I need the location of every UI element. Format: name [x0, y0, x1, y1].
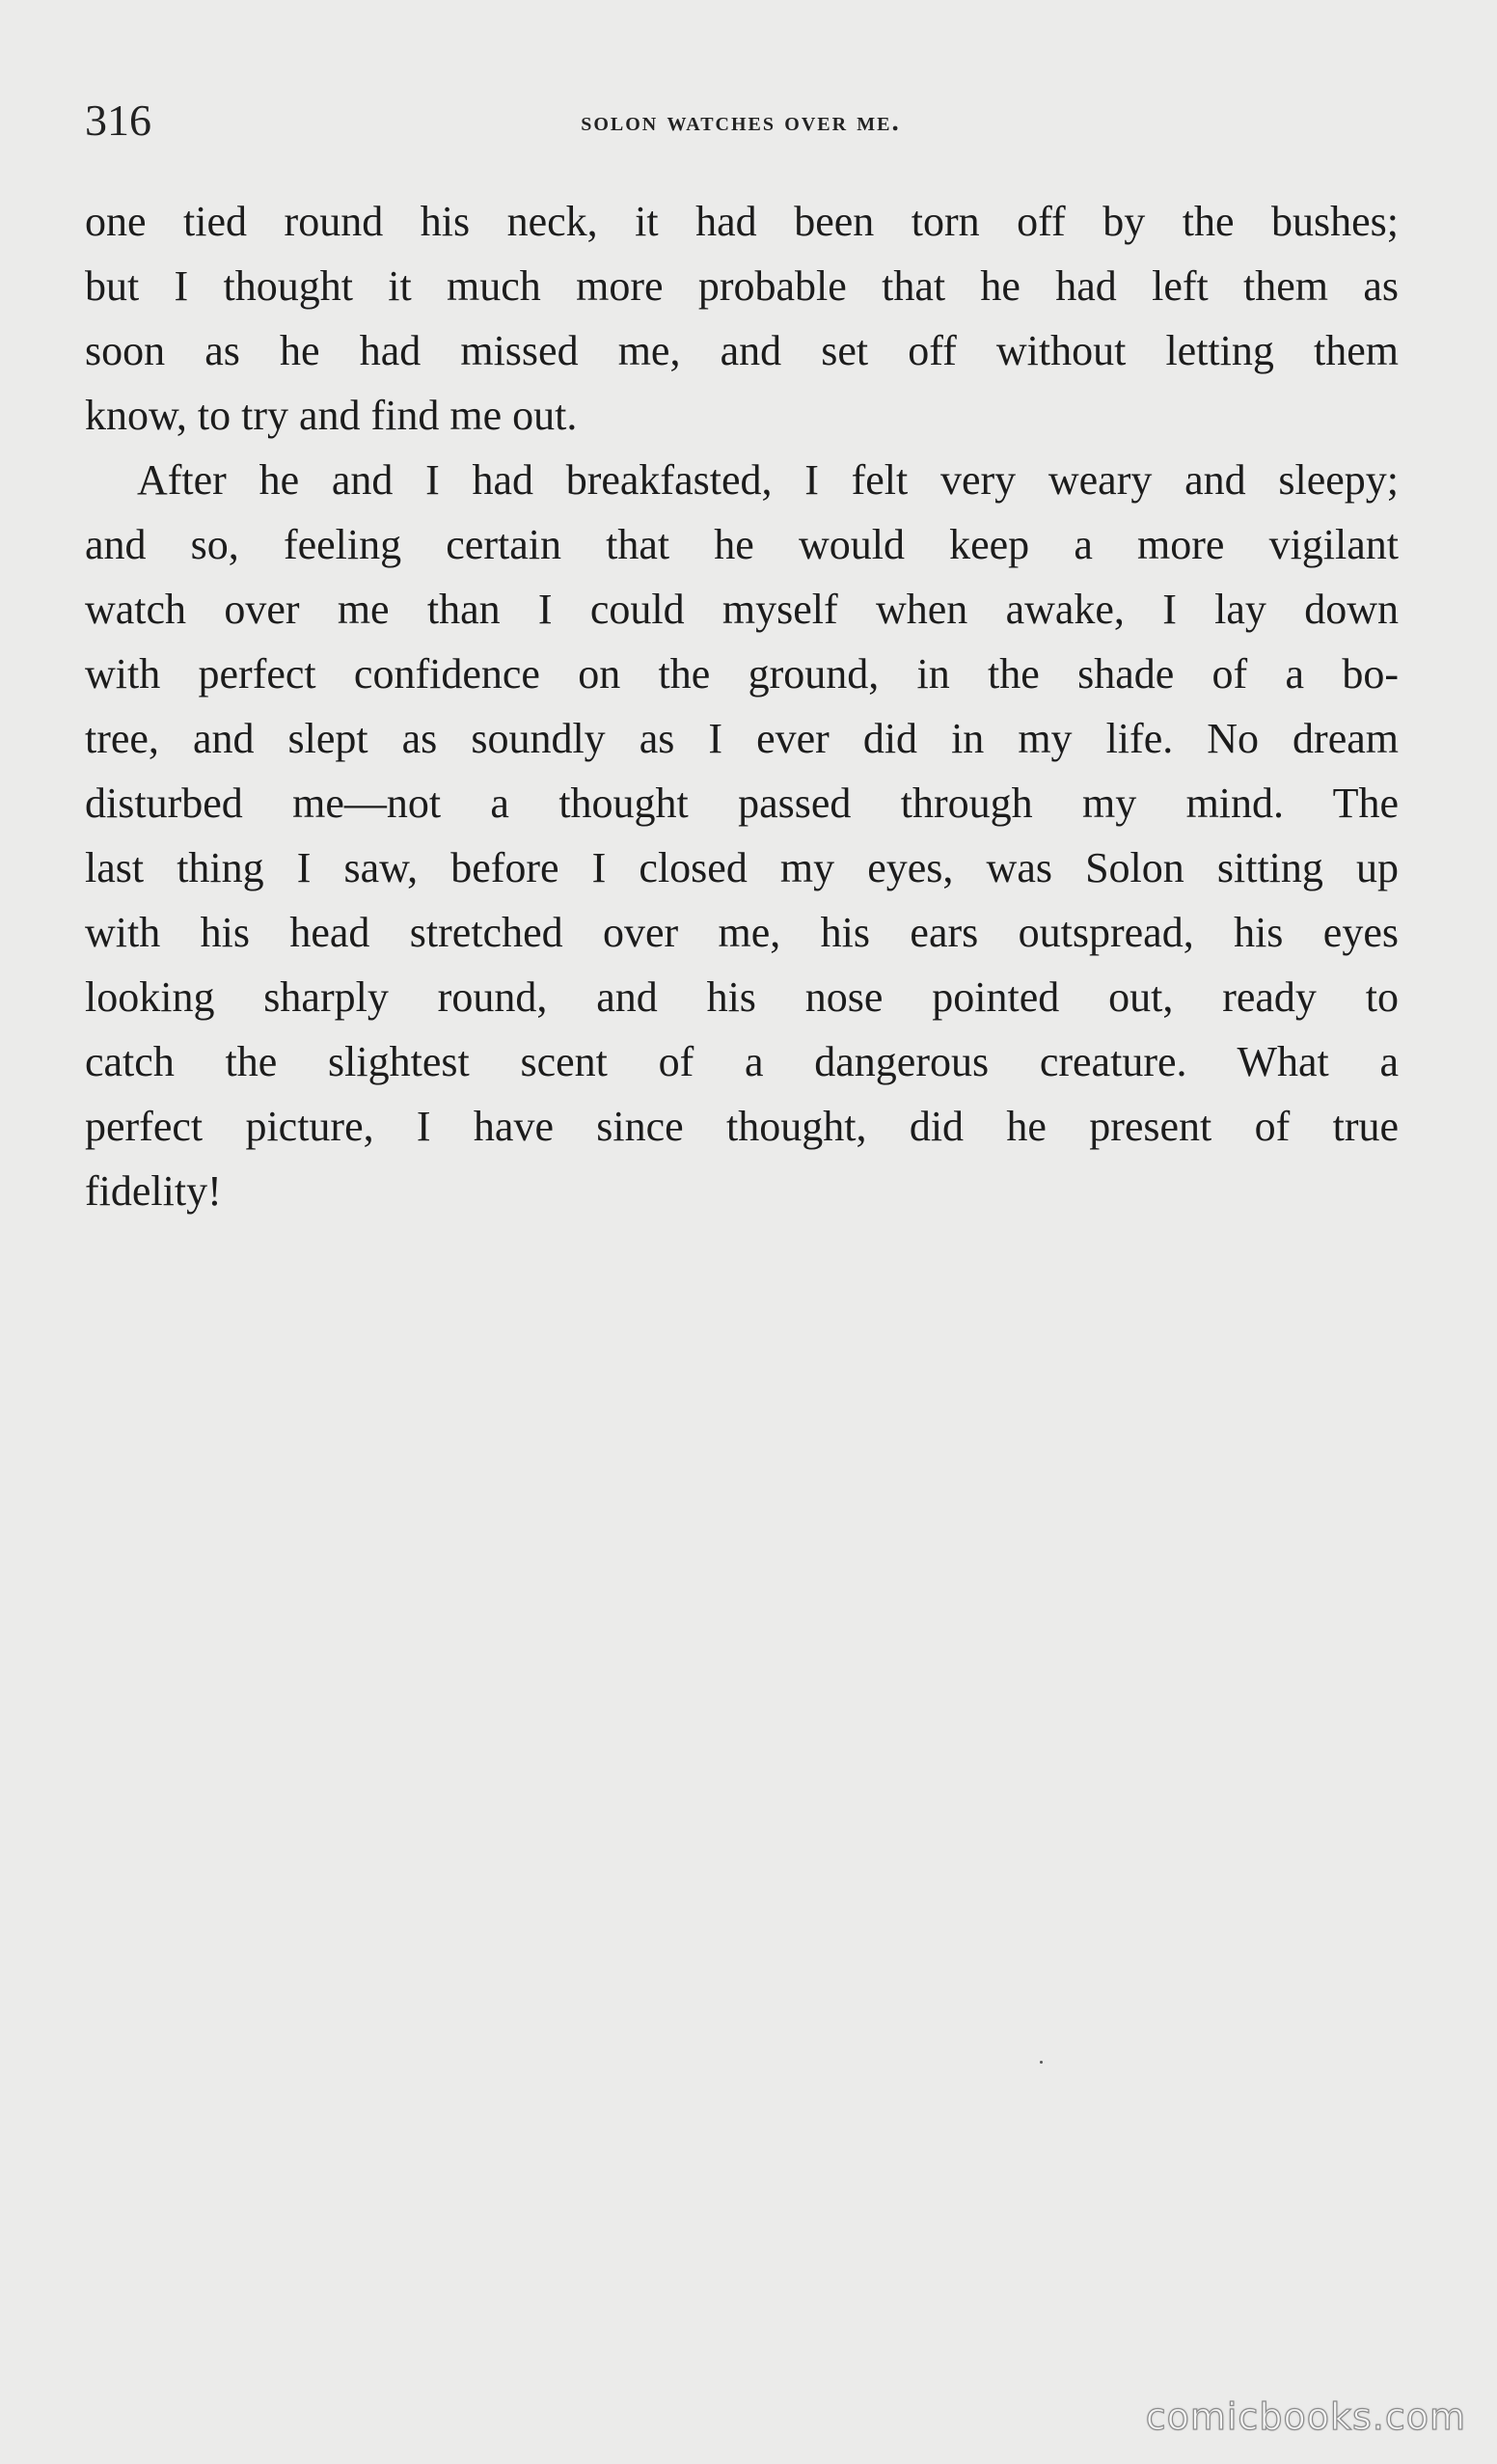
text-line: with his head stretched over me, his ears outspread, his eyes: [85, 909, 1399, 956]
body-text: [85, 189, 1399, 1223]
ink-speck: [1040, 2061, 1043, 2064]
watermark: comicbooks.com: [1145, 2396, 1466, 2438]
page-number: 316: [85, 96, 151, 145]
text-line: but I thought it much more probable that he had left them as: [85, 262, 1399, 310]
text-line: catch the slightest scent of a dangerous creature. What a: [85, 1038, 1399, 1085]
running-head: solon watches over me.: [581, 106, 901, 137]
paragraph-2: [85, 448, 1399, 1223]
text-line: know, to try and find me out.: [85, 392, 578, 439]
text-line: one tied round his neck, it had been torn off by the bushes;: [85, 198, 1399, 245]
text-line: perfect picture, I have since thought, did he present of true: [85, 1103, 1399, 1150]
page-header: [85, 92, 1397, 150]
text-line: tree, and slept as soundly as I ever did in my life. No dream: [85, 715, 1399, 762]
text-line: fidelity!: [85, 1167, 222, 1215]
paragraph-1: [85, 189, 1399, 448]
text-line: looking sharply round, and his nose pointed out, ready to: [85, 973, 1399, 1021]
text-line: and so, feeling certain that he would keep a more vigilant: [85, 521, 1399, 568]
text-line: with perfect confidence on the ground, in the shade of a bo-: [85, 650, 1399, 698]
text-line: soon as he had missed me, and set off without letting them: [85, 327, 1399, 374]
text-line: watch over me than I could myself when awake, I lay down: [85, 586, 1399, 633]
text-line: disturbed me—not a thought passed through my mind. The: [85, 780, 1399, 827]
text-line: last thing I saw, before I closed my eyes, was Solon sitting up: [85, 844, 1399, 891]
text-line: After he and I had breakfasted, I felt very weary and sleepy;: [137, 456, 1399, 504]
